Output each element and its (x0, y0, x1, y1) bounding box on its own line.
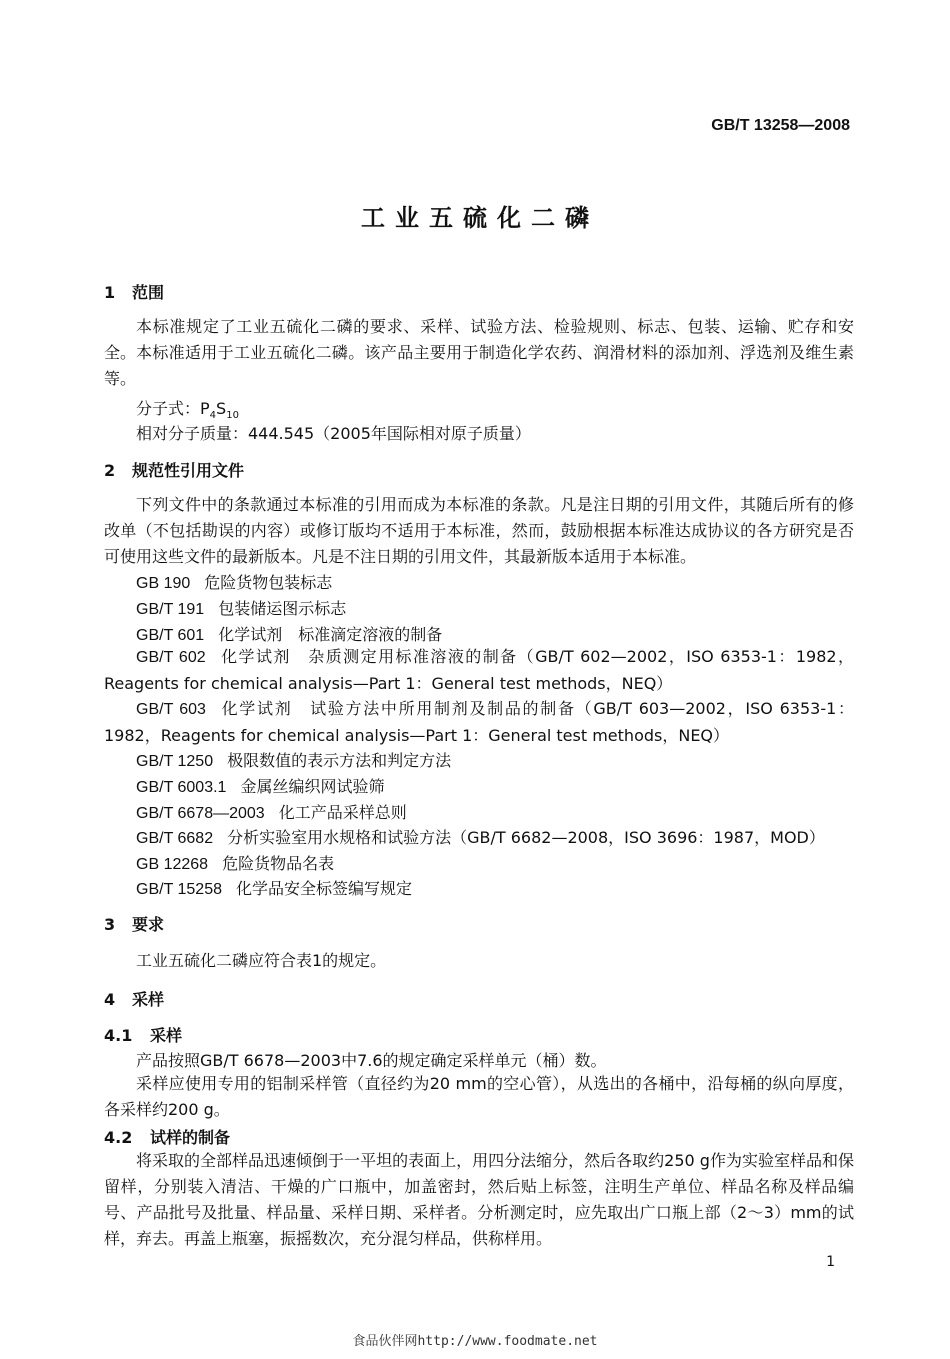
reference-code: GB 12268 (136, 856, 209, 873)
document-title: 工业五硫化二磷 (361, 204, 599, 232)
reference-title: 分析实验室用水规格和试验方法（GB/T 6682—2008，ISO 3696：1987，MOD） (227, 828, 825, 847)
reference-code: GB/T 15258 (136, 881, 222, 898)
reference-item (136, 876, 412, 899)
formula-p-sub: 4 (209, 410, 217, 422)
reference-item (104, 696, 854, 749)
section-title: 要求 (132, 915, 165, 934)
reference-code: GB 190 (136, 575, 191, 592)
reference-code: GB/T 603 (136, 701, 206, 718)
section-1-heading (104, 280, 164, 303)
section-1-paragraph-2: 本标准适用于工业五硫化二磷。该产品主要用于制造化学农药、润滑材料的添加剂、浮选剂及维生素等。 (104, 343, 854, 388)
reference-item (136, 748, 451, 771)
section-4-2-heading (104, 1125, 230, 1148)
section-number: 4 (104, 990, 116, 1009)
section-title: 范围 (132, 283, 165, 302)
reference-code: GB/T 602 (136, 649, 206, 666)
reference-title: 危险货物品名表 (222, 854, 335, 873)
section-4-1-paragraph-1: 产品按照GB/T 6678—2003中7.6的规定确定采样单元（桶）数。 (136, 1051, 607, 1070)
section-title: 试样的制备 (150, 1128, 231, 1147)
section-title: 采样 (132, 990, 165, 1009)
molecular-mass: 相对分子质量：444.545（2005年国际相对原子质量） (136, 424, 531, 443)
section-title: 采样 (150, 1026, 183, 1045)
reference-item (136, 596, 346, 619)
reference-item (136, 825, 825, 848)
formula-s-sub: 10 (226, 410, 239, 422)
section-3-heading (104, 912, 164, 935)
reference-code: GB/T 1250 (136, 753, 214, 770)
reference-title: 危险货物包装标志 (204, 573, 333, 592)
section-title: 规范性引用文件 (132, 461, 245, 480)
reference-title: 化学试剂 试验方法中所用制剂及制品的制备（GB/T 603—2002，ISO 6353-1：1982，Reagents for chemical analysis—Part 1：General test methods，NEQ） (104, 699, 854, 745)
section-2-heading (104, 458, 244, 481)
reference-title: 化学试剂 杂质测定用标准溶液的制备（GB/T 602—2002，ISO 6353-1：1982，Reagents for chemical analysis—Part 1：General test methods，NEQ） (104, 647, 854, 693)
section-2-intro: 下列文件中的条款通过本标准的引用而成为本标准的条款。凡是注日期的引用文件，其随后所有的修改单（不包括勘误的内容）或修订版均不适用于本标准，然而，鼓励根据本标准达成协议的各方研究是否可使用这些文件的最新版本。凡是不注日期的引用文件，其最新版本适用于本标准。 (104, 495, 854, 566)
reference-item (136, 851, 334, 874)
section-3-paragraph: 工业五硫化二磷应符合表1的规定。 (136, 951, 387, 970)
section-4-2-paragraph: 将采取的全部样品迅速倾倒于一平坦的表面上，用四分法缩分，然后各取约250 g作为实验室样品和保留样，分别装入清洁、干燥的广口瓶中，加盖密封，然后贴上标签，注明生产单位、样品名称及样品编号、产品批号及批量、样品量、采样日期、采样者。分析测定时，应先取出广口瓶上部（2～3）mm的试样，弃去。再盖上瓶塞，振摇数次，充分混匀样品，供称样用。 (104, 1151, 854, 1248)
reference-item (136, 570, 332, 593)
section-number: 2 (104, 461, 116, 480)
reference-item (136, 774, 384, 797)
reference-item (104, 644, 854, 697)
section-number: 4.2 (104, 1128, 133, 1147)
footer-watermark: 食品伙伴网http://www.foodmate.net (352, 1334, 598, 1349)
reference-code: GB/T 191 (136, 601, 205, 618)
reference-code: GB/T 6003.1 (136, 779, 227, 796)
section-number: 1 (104, 283, 116, 302)
reference-title: 化工产品采样总则 (278, 803, 407, 822)
reference-title: 金属丝编织网试验筛 (240, 777, 385, 796)
molecular-formula (136, 396, 239, 421)
reference-title: 化学品安全标签编写规定 (235, 879, 412, 898)
section-4-heading (104, 987, 164, 1010)
reference-item (136, 800, 407, 823)
standard-code: GB/T 13258—2008 (711, 117, 850, 134)
formula-p: P (200, 399, 210, 418)
formula-s: S (216, 399, 227, 418)
formula-label: 分子式： (136, 399, 201, 418)
section-4-1-heading (104, 1023, 182, 1046)
reference-code: GB/T 601 (136, 627, 205, 644)
reference-title: 化学试剂 标准滴定溶液的制备 (218, 625, 443, 644)
page-number: 1 (826, 1254, 835, 1270)
reference-item (136, 622, 442, 645)
reference-code: GB/T 6678—2003 (136, 805, 265, 822)
section-4-1-paragraph-2: 采样应使用专用的铝制采样管（直径约为20 mm的空心管），从选出的各桶中，沿每桶的纵向厚度，各采样约200 g。 (104, 1074, 854, 1119)
section-number: 4.1 (104, 1026, 133, 1045)
section-1-paragraph-1: 本标准规定了工业五硫化二磷的要求、采样、试验方法、检验规则、标志、包装、运输、贮存和安全。 (104, 317, 854, 362)
section-number: 3 (104, 915, 116, 934)
reference-title: 包装储运图示标志 (218, 599, 347, 618)
reference-code: GB/T 6682 (136, 830, 214, 847)
reference-title: 极限数值的表示方法和判定方法 (227, 751, 452, 770)
